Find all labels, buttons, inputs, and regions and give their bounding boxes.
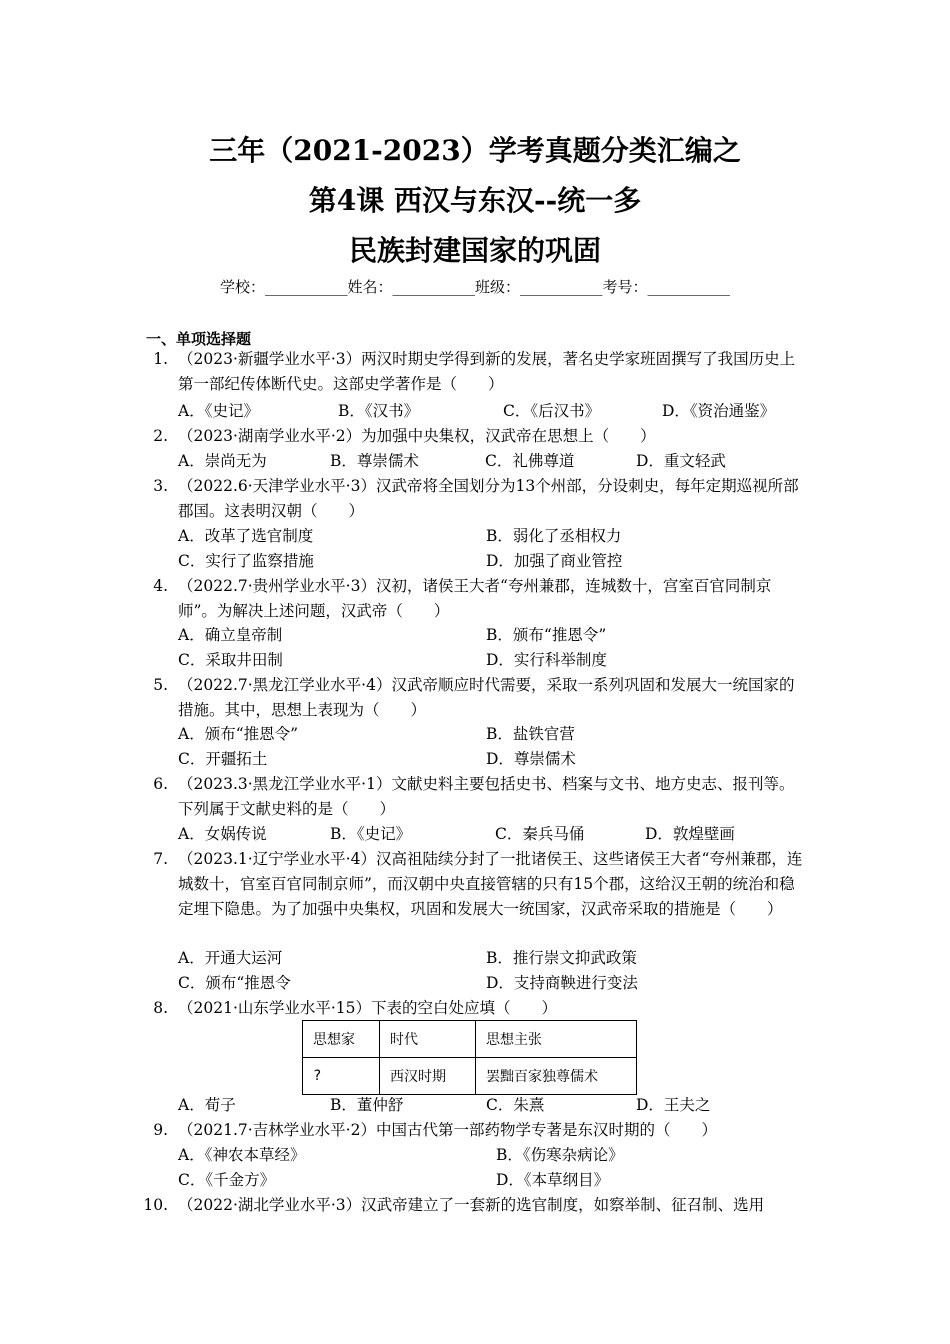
option-a: A．《史记》 (178, 402, 259, 420)
option-b: B．盐铁官营 (486, 725, 575, 743)
question-number: 8. (153, 999, 168, 1017)
option-b: B．尊崇儒术 (330, 452, 419, 470)
option-a: A．颁布“推恩令” (178, 725, 299, 743)
option-a: A．崇尚无为 (178, 452, 267, 470)
option-d: D．实行科举制度 (486, 651, 607, 669)
option-b: B．《伤寒杂病论》 (496, 1146, 624, 1164)
student-info-line: 学校：___________姓名：___________班级：___________考号：___________ (219, 278, 730, 296)
option-c: C．礼佛尊道 (485, 452, 575, 470)
question-9 (140, 1118, 806, 1143)
option-d: D．加强了商业管控 (486, 552, 623, 570)
question-number: 2. (153, 427, 168, 445)
option-d: D．《本草纲目》 (496, 1171, 610, 1189)
option-b: B．《史记》 (330, 825, 412, 843)
option-a: A．《神农本草经》 (178, 1146, 306, 1164)
question-6 (140, 772, 806, 822)
question-text: （2021.7·吉林学业水平·2）中国古代第一部药物学专著是东汉时期的（ ） (178, 1121, 717, 1139)
option-c: C．颁布“推恩令 (178, 974, 291, 992)
option-a: A．女娲传说 (178, 825, 267, 843)
question-text: （2021·山东学业水平·15）下表的空白处应填（ ） (178, 999, 558, 1017)
question-number: 7. (153, 850, 168, 868)
option-c: C．秦兵马俑 (495, 825, 585, 843)
option-a: A．改革了选官制度 (178, 527, 314, 545)
option-c: C．实行了监察措施 (178, 552, 314, 570)
table-header-row (303, 1021, 637, 1058)
question-number: 1. (153, 350, 168, 368)
title-line-3: 民族封建国家的巩固 (348, 234, 601, 267)
table-header-cell: 思想主张 (476, 1021, 637, 1058)
table-cell: 罢黜百家独尊儒术 (476, 1058, 637, 1095)
question-7 (140, 847, 806, 922)
option-b: B．推行崇文抑武政策 (486, 949, 637, 967)
question-text: （2022.7·黑龙江学业水平·4）汉武帝顺应时代需要，采取一系列巩固和发展大一统国家的措施。其中，思想上表现为（ ） (178, 676, 795, 719)
option-c: C．朱熹 (486, 1096, 545, 1114)
question-text: （2022.7·贵州学业水平·3）汉初，诸侯王大者“夸州兼郡，连城数十，宫室百官同制京师”。为解决上述问题，汉武帝（ ） (178, 577, 772, 620)
option-a: A．确立皇帝制 (178, 626, 283, 644)
option-c: C．《后汉书》 (503, 402, 601, 420)
question-number: 6. (153, 775, 168, 793)
option-d: D．支持商鞅进行变法 (486, 974, 638, 992)
option-d: D．尊崇儒术 (486, 750, 576, 768)
question-2 (140, 424, 806, 449)
question-text: （2023.1·辽宁学业水平·4）汉高祖陆续分封了一批诸侯王、这些诸侯王大者“夸州兼郡，连城数十，官室百官同制京师”，而汉朝中央直接管辖的只有15个郡，这给汉王朝的统治和稳定埋下隐患。为了加强中央集权，巩固和发展大一统国家，汉武帝采取的措施是（ ） (178, 850, 803, 918)
question-1 (140, 347, 806, 397)
question-text: （2023·新疆学业水平·3）两汉时期史学得到新的发展，著名史学家班固撰写了我国历史上第一部纪传体断代史。这部史学著作是（ ） (178, 350, 796, 393)
question-4 (140, 574, 806, 624)
table-header-cell: 时代 (380, 1021, 476, 1058)
thinker-table (302, 1020, 637, 1095)
question-text: （2022·湖北学业水平·3）汉武帝建立了一套新的选官制度，如察举制、征召制、选用 (178, 1196, 765, 1214)
table-row (303, 1058, 637, 1095)
question-number: 10. (143, 1196, 168, 1214)
question-text: （2023·湖南学业水平·2）为加强中央集权，汉武帝在思想上（ ） (178, 427, 656, 445)
option-a: A．荀子 (178, 1096, 236, 1114)
title-line-1: 三年（2021-2023）学考真题分类汇编之 (209, 134, 741, 167)
question-number: 3. (153, 477, 168, 495)
option-c: C．开疆拓土 (178, 750, 268, 768)
option-a: A．开通大运河 (178, 949, 283, 967)
option-d: D．王夫之 (636, 1096, 711, 1114)
option-d: D．重文轻武 (636, 452, 726, 470)
option-b: B．董仲舒 (330, 1096, 404, 1114)
option-b: B．《汉书》 (338, 402, 420, 420)
title-line-2: 第4课 西汉与东汉--统一多 (308, 184, 642, 217)
question-5 (140, 673, 806, 723)
question-number: 9. (153, 1121, 168, 1139)
option-d: D．《资治通鉴》 (662, 402, 776, 420)
table-cell: 西汉时期 (380, 1058, 476, 1095)
question-8 (140, 996, 806, 1021)
option-c: C．《千金方》 (178, 1171, 276, 1189)
question-number: 4. (153, 577, 168, 595)
table-header-cell: 思想家 (303, 1021, 380, 1058)
option-b: B．弱化了丞相权力 (486, 527, 622, 545)
question-text: （2023.3·黑龙江学业水平·1）文献史料主要包括史书、档案与文书、地方史志、报刊等。下列属于文献史料的是（ ） (178, 775, 795, 818)
option-d: D．敦煌壁画 (645, 825, 735, 843)
option-b: B．颁布“推恩令” (486, 626, 607, 644)
table-cell: ? (303, 1058, 380, 1095)
question-3 (140, 474, 806, 524)
question-10 (140, 1193, 806, 1218)
question-text: （2022.6·天津学业水平·3）汉武帝将全国划分为13个州部，分设刺史，每年定期巡视所部郡国。这表明汉朝（ ） (178, 477, 799, 520)
option-c: C．采取井田制 (178, 651, 283, 669)
section-title: 一、单项选择题 (146, 330, 252, 348)
question-number: 5. (153, 676, 168, 694)
